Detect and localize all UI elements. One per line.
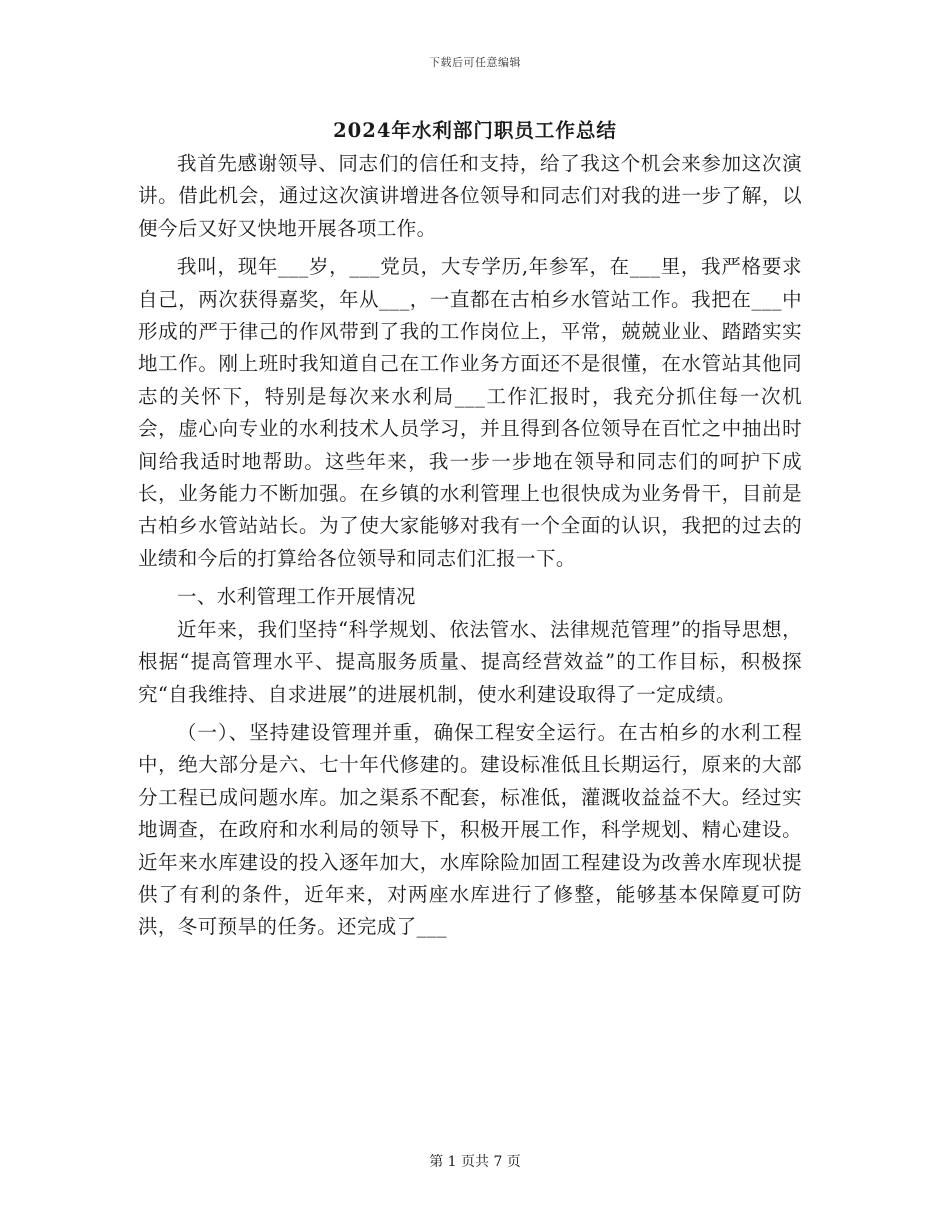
section-heading: 一、水利管理工作开展情况 (177, 585, 416, 609)
header-note: 下载后可任意编辑 (429, 56, 521, 69)
paragraph-intro: 我首先感谢领导、同志们的信任和支持，给了我这个机会来参加这次演讲。借此机会，通过这次演讲增进各位领导和同志们对我的进一步了解，以便今后又好又快地开展各项工作。 (138, 152, 802, 240)
paragraph-background: 我叫，现年___岁，___党员，大专学历,年参军，在___里，我严格要求自己，两次获得嘉奖，年从___，一直都在古柏乡水管站工作。我把在___中形成的严于律己的作风带到了我的工作岗位上，平常，兢兢业业、踏踏实实地工作。刚上班时我知道自己在工作业务方面还不是很懂，在水管站其他同志的关怀下，特别是每次来水利局___工作汇报时，我充分抓住每一次机会，虚心向专业的水利技术人员学习，并且得到各位领导在百忙之中抽出时间给我适时地帮助。这些年来，我一步一步地在领导和同志们的呵护下成长，业务能力不断加强。在乡镇的水利管理上也很快成为业务骨干，目前是古柏乡水管站站长。为了使大家能够对我有一个全面的认识，我把的过去的业绩和今后的打算给各位领导和同志们汇报一下。 (138, 255, 802, 570)
page-number: 第 1 页共 7 页 (429, 1154, 521, 1170)
paragraph-construction: （一）、坚持建设管理并重，确保工程安全运行。在古柏乡的水利工程中，绝大部分是六、七十年代修建的。建设标准低且长期运行，原来的大部分工程已成问题水库。加之渠系不配套，标准低，灌溉收益益不大。经过实地调查，在政府和水利局的领导下，积极开展工作，科学规划、精心建设。近年来水库建设的投入逐年加大，水库除险加固工程建设为改善水库现状提供了有利的条件，近年来，对两座水库进行了修整，能够基本保障夏可防洪，冬可预旱的任务。还完成了___ (138, 720, 802, 939)
document-title: 2024年水利部门职员工作总结 (333, 119, 617, 142)
document-body (138, 148, 802, 950)
paragraph-overview: 近年来，我们坚持“科学规划、依法管水、法律规范管理”的指导思想，根据“提高管理水平、提高服务质量、提高经营效益”的工作目标，积极探究“自我维持、自求进展”的进展机制，使水利建设取得了一定成绩。 (138, 617, 802, 706)
